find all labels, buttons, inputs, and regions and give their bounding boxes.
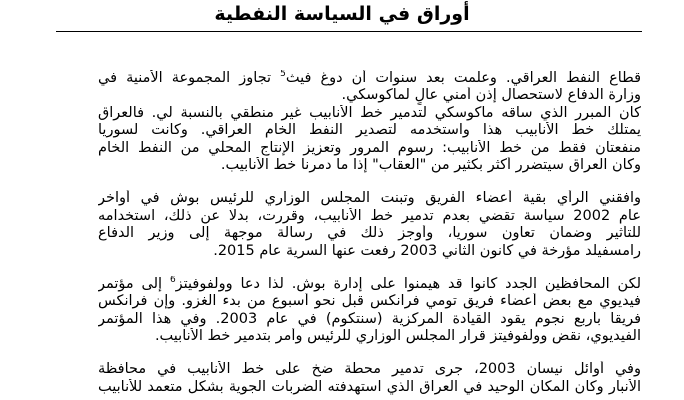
paragraph-3 [98, 276, 641, 346]
footnote-ref-6[interactable]: 6 [169, 275, 176, 286]
text-line: الأنبار وكان المكان الوحيد في العراق الذي استهدفته الضربات الجوية بشكل متعمد للأنابيب [98, 378, 641, 395]
text-line: وافقني الرأي بقية أعضاء الفريق وتبنت المجلس الوزاري للرئيس بوش في أواخر [98, 190, 641, 207]
paragraph-4 [98, 361, 641, 396]
text-line: وكان العراق سيتضرر أكثر بكثير من "العقاب" إذا ما دمرنا خط الأنابيب. [220, 156, 641, 173]
text-line: رامسفيلد مؤرخة في كانون الثاني 2003 رفعت عنها السرية عام 2015. [213, 242, 641, 259]
text-line: وزارة الدفاع لاستحصال إذن أمني عالٍ لماكوسكي. [341, 87, 641, 104]
text-line: عام 2002 سياسة تقضي بعدم تدمير خط الأنابيب، وقررت، بدلا عن ذلك، استخدامه [98, 207, 641, 224]
header-rule [56, 31, 642, 32]
text-line: قطاع النفط العراقي. وعلمت بعد سنوات أن دوغ فيث$^5$ تجاوز المجموعة الأمنية في [98, 70, 641, 86]
text-line: فريقا بأربع نجوم يقود القيادة المركزية (سنتكوم) في عام 2003. وفي هذا المؤتمر [98, 310, 641, 327]
text-line: كان المبرر الذي ساقه ماكوسكي لتدمير خط الأنابيب غير منطقي بالنسبة لي. فالعراق [98, 104, 641, 121]
text-line: لكن المحافظين الجدد كانوا قد هيمنوا على إدارة بوش. لذا دعا وولفوفيتز$^6$ إلى مؤتمر [98, 275, 641, 292]
text-line: يمتلك خط الأنابيب هذا واستخدمه لتصدير النفط الخام العراقي. وكانت لسوريا [98, 122, 641, 139]
paragraph-1 [98, 70, 641, 174]
text-line: الفيديوي، نقض وولفوفيتز قرار المجلس الوزاري للرئيس وأمر بتدمير خط الأنابيب. [154, 328, 641, 345]
text-line: للتأثير وضمان تعاون سوريا، وأوجز ذلك في رسالة موجهة إلى وزير الدفاع [98, 225, 641, 242]
text-line: فيديوي مع بعض أعضاء فريق تومي فرانكس قبل نحو أسبوع من بدء الغزو. وإن فرانكس [98, 293, 641, 310]
text-line: منفعتان فقط من خط الأنابيب: رسوم المرور وتعزيز الإنتاج المحلي من النفط الخام [98, 139, 641, 156]
paragraph-2 [98, 190, 641, 260]
page-header-title: أوراق في السياسة النفطية [214, 3, 470, 25]
document-body [98, 70, 641, 400]
text-line: وفي أوائل نيسان 2003، جرى تدمير محطة ضخ على خط الأنابيب في محافظة [98, 361, 641, 378]
footnote-ref-5[interactable]: 5 [280, 70, 286, 80]
